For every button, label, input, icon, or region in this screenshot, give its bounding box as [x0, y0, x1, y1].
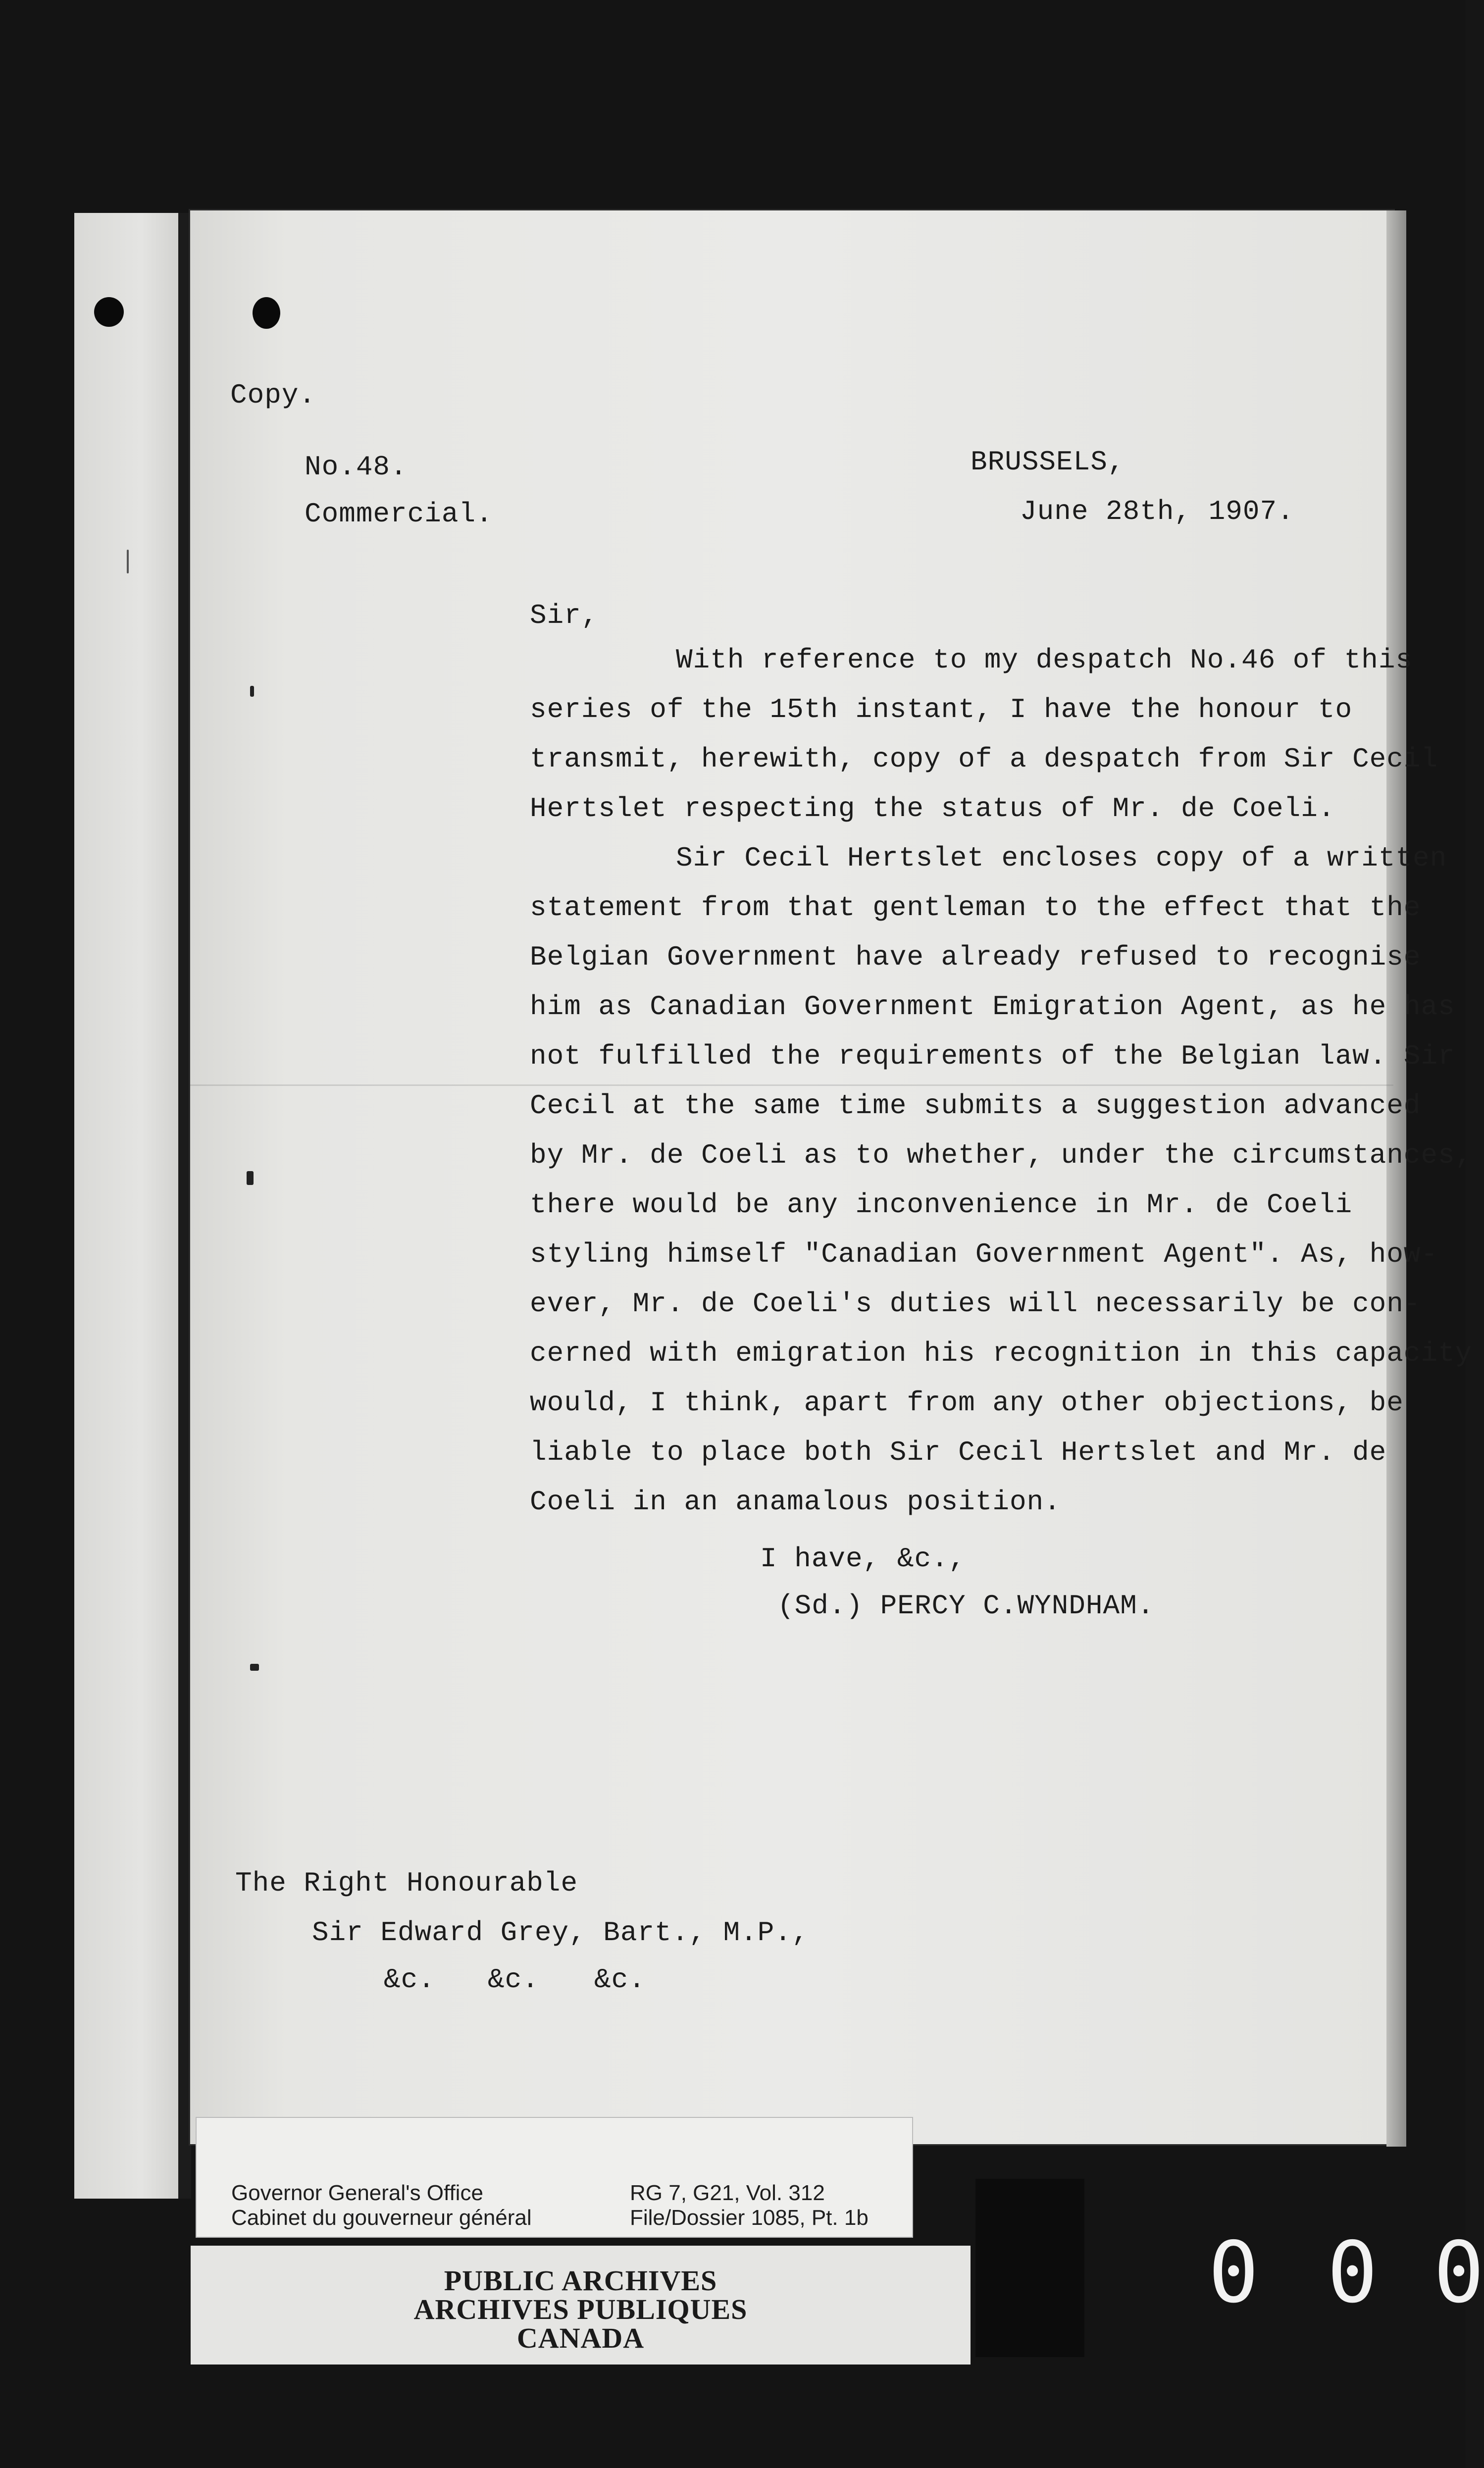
body-line: liable to place both Sir Cecil Hertslet and Mr. de — [530, 1437, 1387, 1468]
stamp-line: PUBLIC ARCHIVES — [444, 2264, 717, 2297]
public-archives-stamp — [191, 2246, 971, 2365]
body-line: ever, Mr. de Coeli's duties will necessarily be con- — [530, 1288, 1421, 1320]
binding-strip — [74, 213, 186, 2199]
body-line: series of the 15th instant, I have the honour to — [530, 694, 1353, 725]
body-line: statement from that gentleman to the effect that the — [530, 892, 1421, 924]
archive-reference: RG 7, G21, Vol. 312 — [630, 2181, 825, 2205]
closing: I have, &c., — [760, 1543, 966, 1575]
fold-line — [190, 1084, 1393, 1086]
despatch-number: No.48. — [305, 451, 408, 483]
punch-hole — [253, 297, 280, 329]
punch-hole — [94, 297, 124, 327]
despatch-category: Commercial. — [305, 498, 493, 530]
film-dark-patch — [975, 2179, 1084, 2357]
body-line: With reference to my despatch No.46 of this — [676, 644, 1413, 676]
body-line: Cecil at the same time submits a suggestion advanced — [530, 1090, 1421, 1122]
place: BRUSSELS, — [971, 446, 1125, 478]
body-line: styling himself "Canadian Government Agent". As, how- — [530, 1238, 1438, 1270]
body-line: Belgian Government have already refused to recognise — [530, 941, 1421, 973]
body-line: him as Canadian Government Emigration Agent, as he has — [530, 991, 1455, 1023]
body-line: cerned with emigration his recognition in this capacity — [530, 1337, 1473, 1369]
addressee-name: Sir Edward Grey, Bart., M.P., — [312, 1917, 809, 1949]
ink-mark — [250, 1664, 259, 1671]
frame-number-digit: 0 — [1433, 2224, 1484, 2322]
signature: (Sd.) PERCY C.WYNDHAM. — [777, 1590, 1155, 1622]
frame-number-digit: 0 — [1327, 2224, 1378, 2322]
body-line: not fulfilled the requirements of the Belgian law. Sir — [530, 1040, 1455, 1072]
salutation: Sir, — [530, 600, 599, 631]
stamp-line: CANADA — [516, 2322, 645, 2354]
addressee-etc: &c. — [594, 1964, 646, 1996]
addressee-etc: &c. — [384, 1964, 435, 1996]
office-french: Cabinet du gouverneur général — [231, 2206, 532, 2230]
stamp-line: ARCHIVES PUBLIQUES — [413, 2293, 748, 2325]
addressee-title: The Right Honourable — [235, 1867, 578, 1899]
ink-mark — [250, 686, 254, 697]
frame-number-digit: 0 — [1208, 2224, 1259, 2322]
binding-spine — [178, 213, 191, 2199]
body-line: Sir Cecil Hertslet encloses copy of a written — [676, 842, 1447, 874]
addressee-etc: &c. — [488, 1964, 539, 1996]
body-line: would, I think, apart from any other objections, be — [530, 1387, 1404, 1419]
ink-mark — [247, 1171, 254, 1185]
body-line: there would be any inconvenience in Mr. de Coeli — [530, 1189, 1353, 1221]
copy-label: Copy. — [230, 379, 316, 411]
date: June 28th, 1907. — [1020, 496, 1294, 527]
body-line: transmit, herewith, copy of a despatch from Sir Cecil — [530, 743, 1438, 775]
page-edge — [1386, 210, 1406, 2147]
body-line: Coeli in an anamalous position. — [530, 1486, 1061, 1518]
body-line: by Mr. de Coeli as to whether, under the circumstances, — [530, 1139, 1473, 1171]
archive-file: File/Dossier 1085, Pt. 1b — [630, 2206, 869, 2230]
body-line: Hertslet respecting the status of Mr. de Coeli. — [530, 793, 1335, 824]
ink-mark — [127, 550, 129, 573]
office-english: Governor General's Office — [231, 2181, 483, 2205]
archive-reference-label — [196, 2117, 913, 2238]
